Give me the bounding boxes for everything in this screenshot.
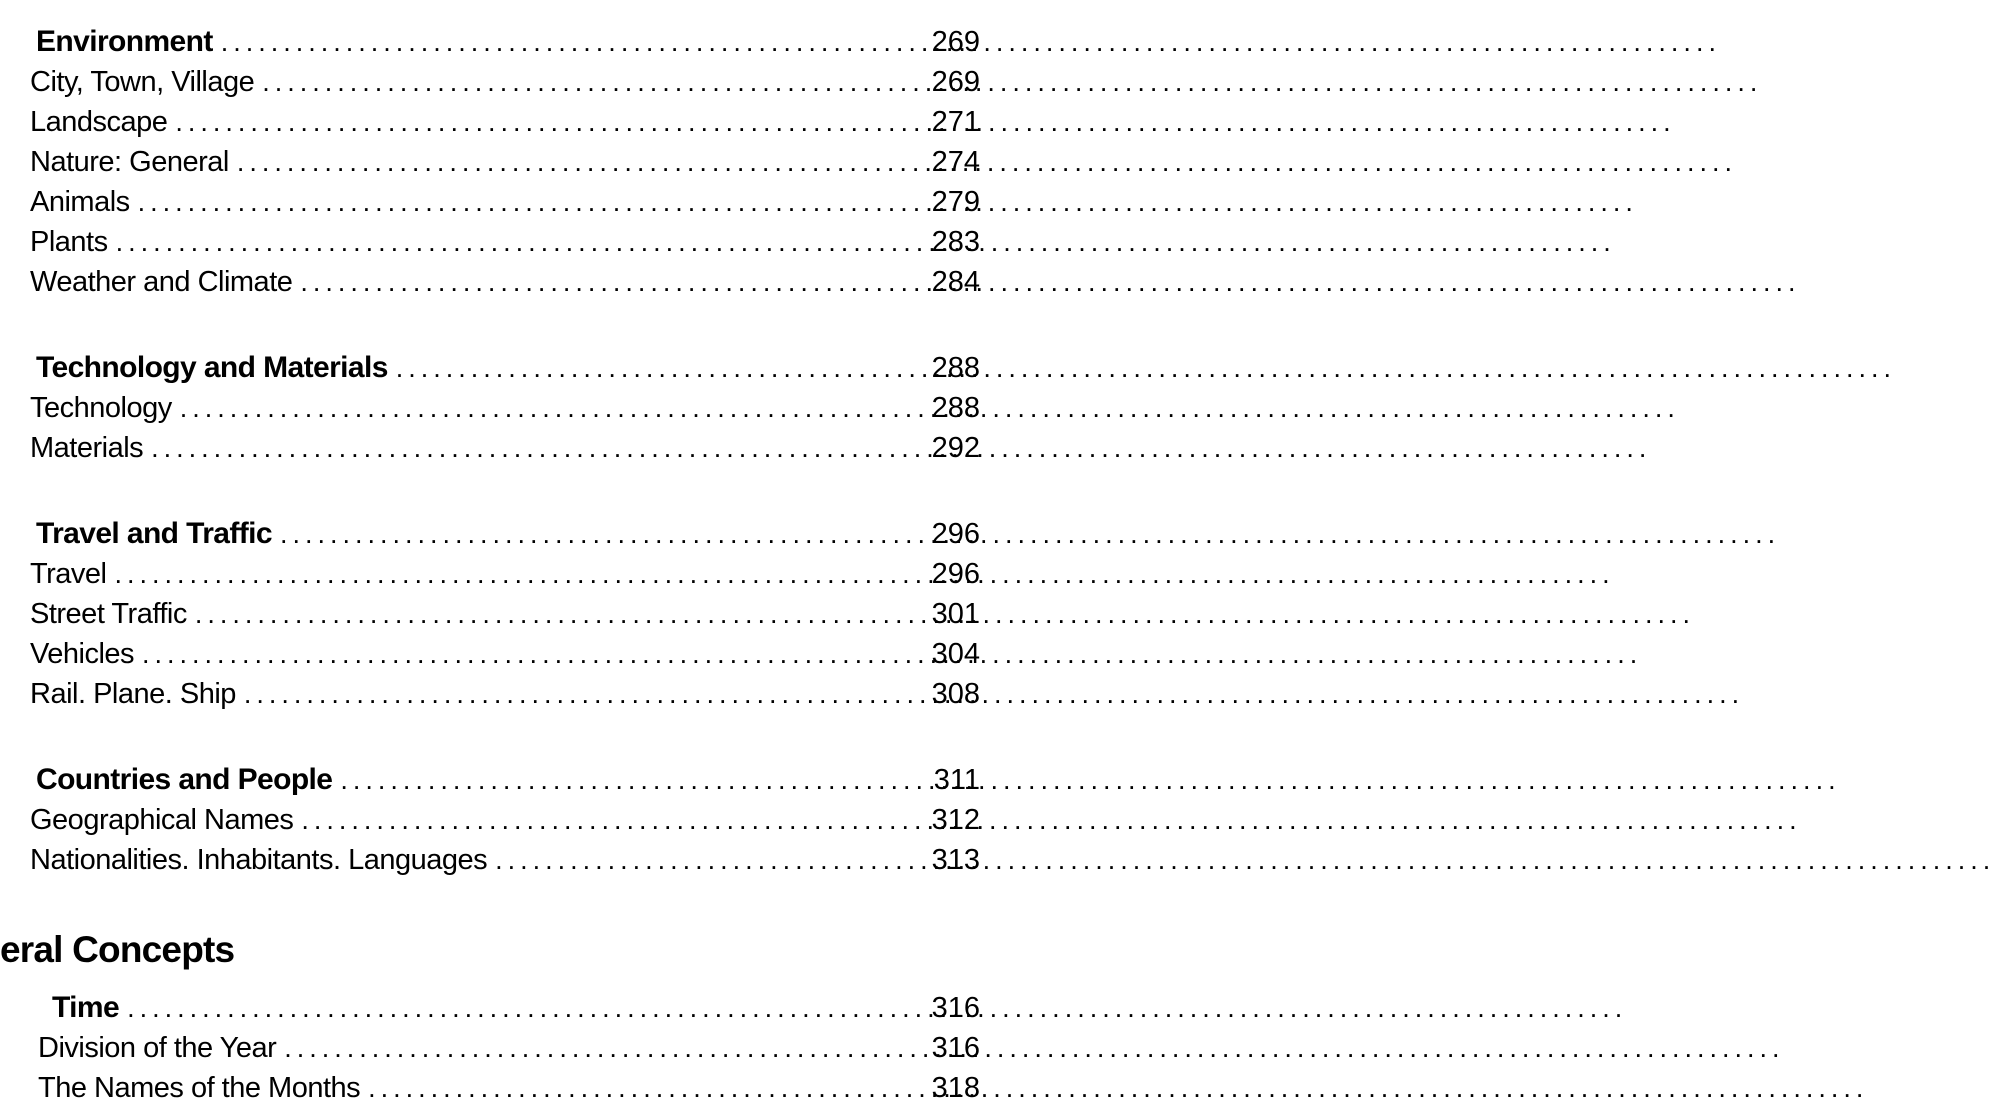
section-title: Travel and Traffic — [36, 517, 272, 550]
page-number: 288 — [931, 392, 980, 424]
dot-leader — [487, 840, 902, 880]
toc-heading-row — [30, 348, 980, 388]
dot-leader — [167, 102, 902, 142]
page-number: 296 — [931, 558, 980, 590]
page-number: 304 — [931, 638, 980, 670]
page-number: 284 — [931, 266, 980, 298]
toc-entry-row — [30, 142, 980, 182]
toc-entry-row — [30, 182, 980, 222]
dot-leader — [134, 634, 902, 674]
toc-section-time — [30, 988, 980, 1108]
section-title: Environment — [36, 25, 213, 58]
entry-title: Rail. Plane. Ship — [30, 678, 236, 710]
section-title: Countries and People — [36, 763, 333, 796]
dot-leader — [254, 62, 902, 102]
page-number: 274 — [931, 146, 980, 178]
toc-entry-row — [30, 674, 980, 714]
toc-section-countries-and-people — [30, 760, 980, 880]
dot-leader — [143, 428, 902, 468]
dot-leader — [107, 554, 903, 594]
page-number: 271 — [931, 106, 980, 138]
toc-entry-row — [30, 840, 980, 880]
dot-leader — [360, 1068, 902, 1108]
entry-title: Animals — [30, 186, 130, 218]
toc-entry-row — [30, 800, 980, 840]
entry-title: Nature: General — [30, 146, 229, 178]
dot-leader — [292, 262, 902, 302]
page-number: 288 — [931, 352, 980, 384]
page-number: 318 — [931, 1072, 980, 1104]
entry-title: Street Traffic — [30, 598, 187, 630]
entry-title: Geographical Names — [30, 804, 294, 836]
entry-title: Travel — [30, 558, 107, 590]
part-heading: eral Concepts — [0, 929, 235, 970]
dot-leader — [172, 388, 902, 428]
toc-entry-row — [30, 262, 980, 302]
entry-title: Technology — [30, 392, 172, 424]
dot-leader — [236, 674, 902, 714]
dot-leader — [276, 1028, 902, 1068]
toc-entry-row — [30, 634, 980, 674]
page-number: 301 — [931, 598, 980, 630]
section-title: Technology and Materials — [36, 351, 388, 384]
toc-entry-row — [30, 594, 980, 634]
toc-section-technology-and-materials — [30, 348, 980, 468]
toc-section-environment — [30, 22, 980, 302]
toc-entry-row — [30, 1068, 980, 1108]
dot-leader — [272, 514, 902, 554]
entry-title: Division of the Year — [38, 1032, 277, 1064]
toc-entry-row — [30, 102, 980, 142]
entry-title: Landscape — [30, 106, 168, 138]
page-number: 279 — [931, 186, 980, 218]
dot-leader — [119, 988, 902, 1028]
entry-title: Weather and Climate — [30, 266, 293, 298]
page-number: 312 — [931, 804, 980, 836]
dot-leader — [332, 760, 902, 800]
entry-title: Nationalities. Inhabitants. Languages — [30, 844, 488, 876]
page-number: 316 — [931, 992, 980, 1024]
toc-heading-row — [30, 988, 980, 1028]
entry-title: City, Town, Village — [30, 66, 255, 98]
toc-entry-row — [30, 1028, 980, 1068]
dot-leader — [213, 22, 902, 62]
page-number: 296 — [931, 518, 980, 550]
toc-entry-row — [30, 222, 980, 262]
dot-leader — [130, 182, 902, 222]
page-number: 308 — [931, 678, 980, 710]
dot-leader — [388, 348, 902, 388]
toc-section-travel-and-traffic — [30, 514, 980, 714]
page-number: 292 — [931, 432, 980, 464]
toc-entry-row — [30, 428, 980, 468]
toc-heading-row — [30, 22, 980, 62]
page-number: 311 — [933, 764, 980, 796]
entry-title: The Names of the Months — [38, 1072, 361, 1104]
dot-leader — [187, 594, 902, 634]
dot-leader — [108, 222, 902, 262]
entry-title: Materials — [30, 432, 144, 464]
toc-heading-row — [30, 514, 980, 554]
dot-leader — [229, 142, 902, 182]
section-title: Time — [52, 991, 120, 1024]
entry-title: Plants — [30, 226, 108, 258]
page-number: 313 — [931, 844, 980, 876]
page-number: 269 — [931, 66, 980, 98]
dot-leader — [293, 800, 902, 840]
entry-title: Vehicles — [30, 638, 135, 670]
page-number: 283 — [931, 226, 980, 258]
toc-entry-row — [30, 62, 980, 102]
page-number: 269 — [931, 26, 980, 58]
toc-entry-row — [30, 554, 980, 594]
toc-entry-row — [30, 388, 980, 428]
page-number: 316 — [931, 1032, 980, 1064]
toc-heading-row — [30, 760, 980, 800]
